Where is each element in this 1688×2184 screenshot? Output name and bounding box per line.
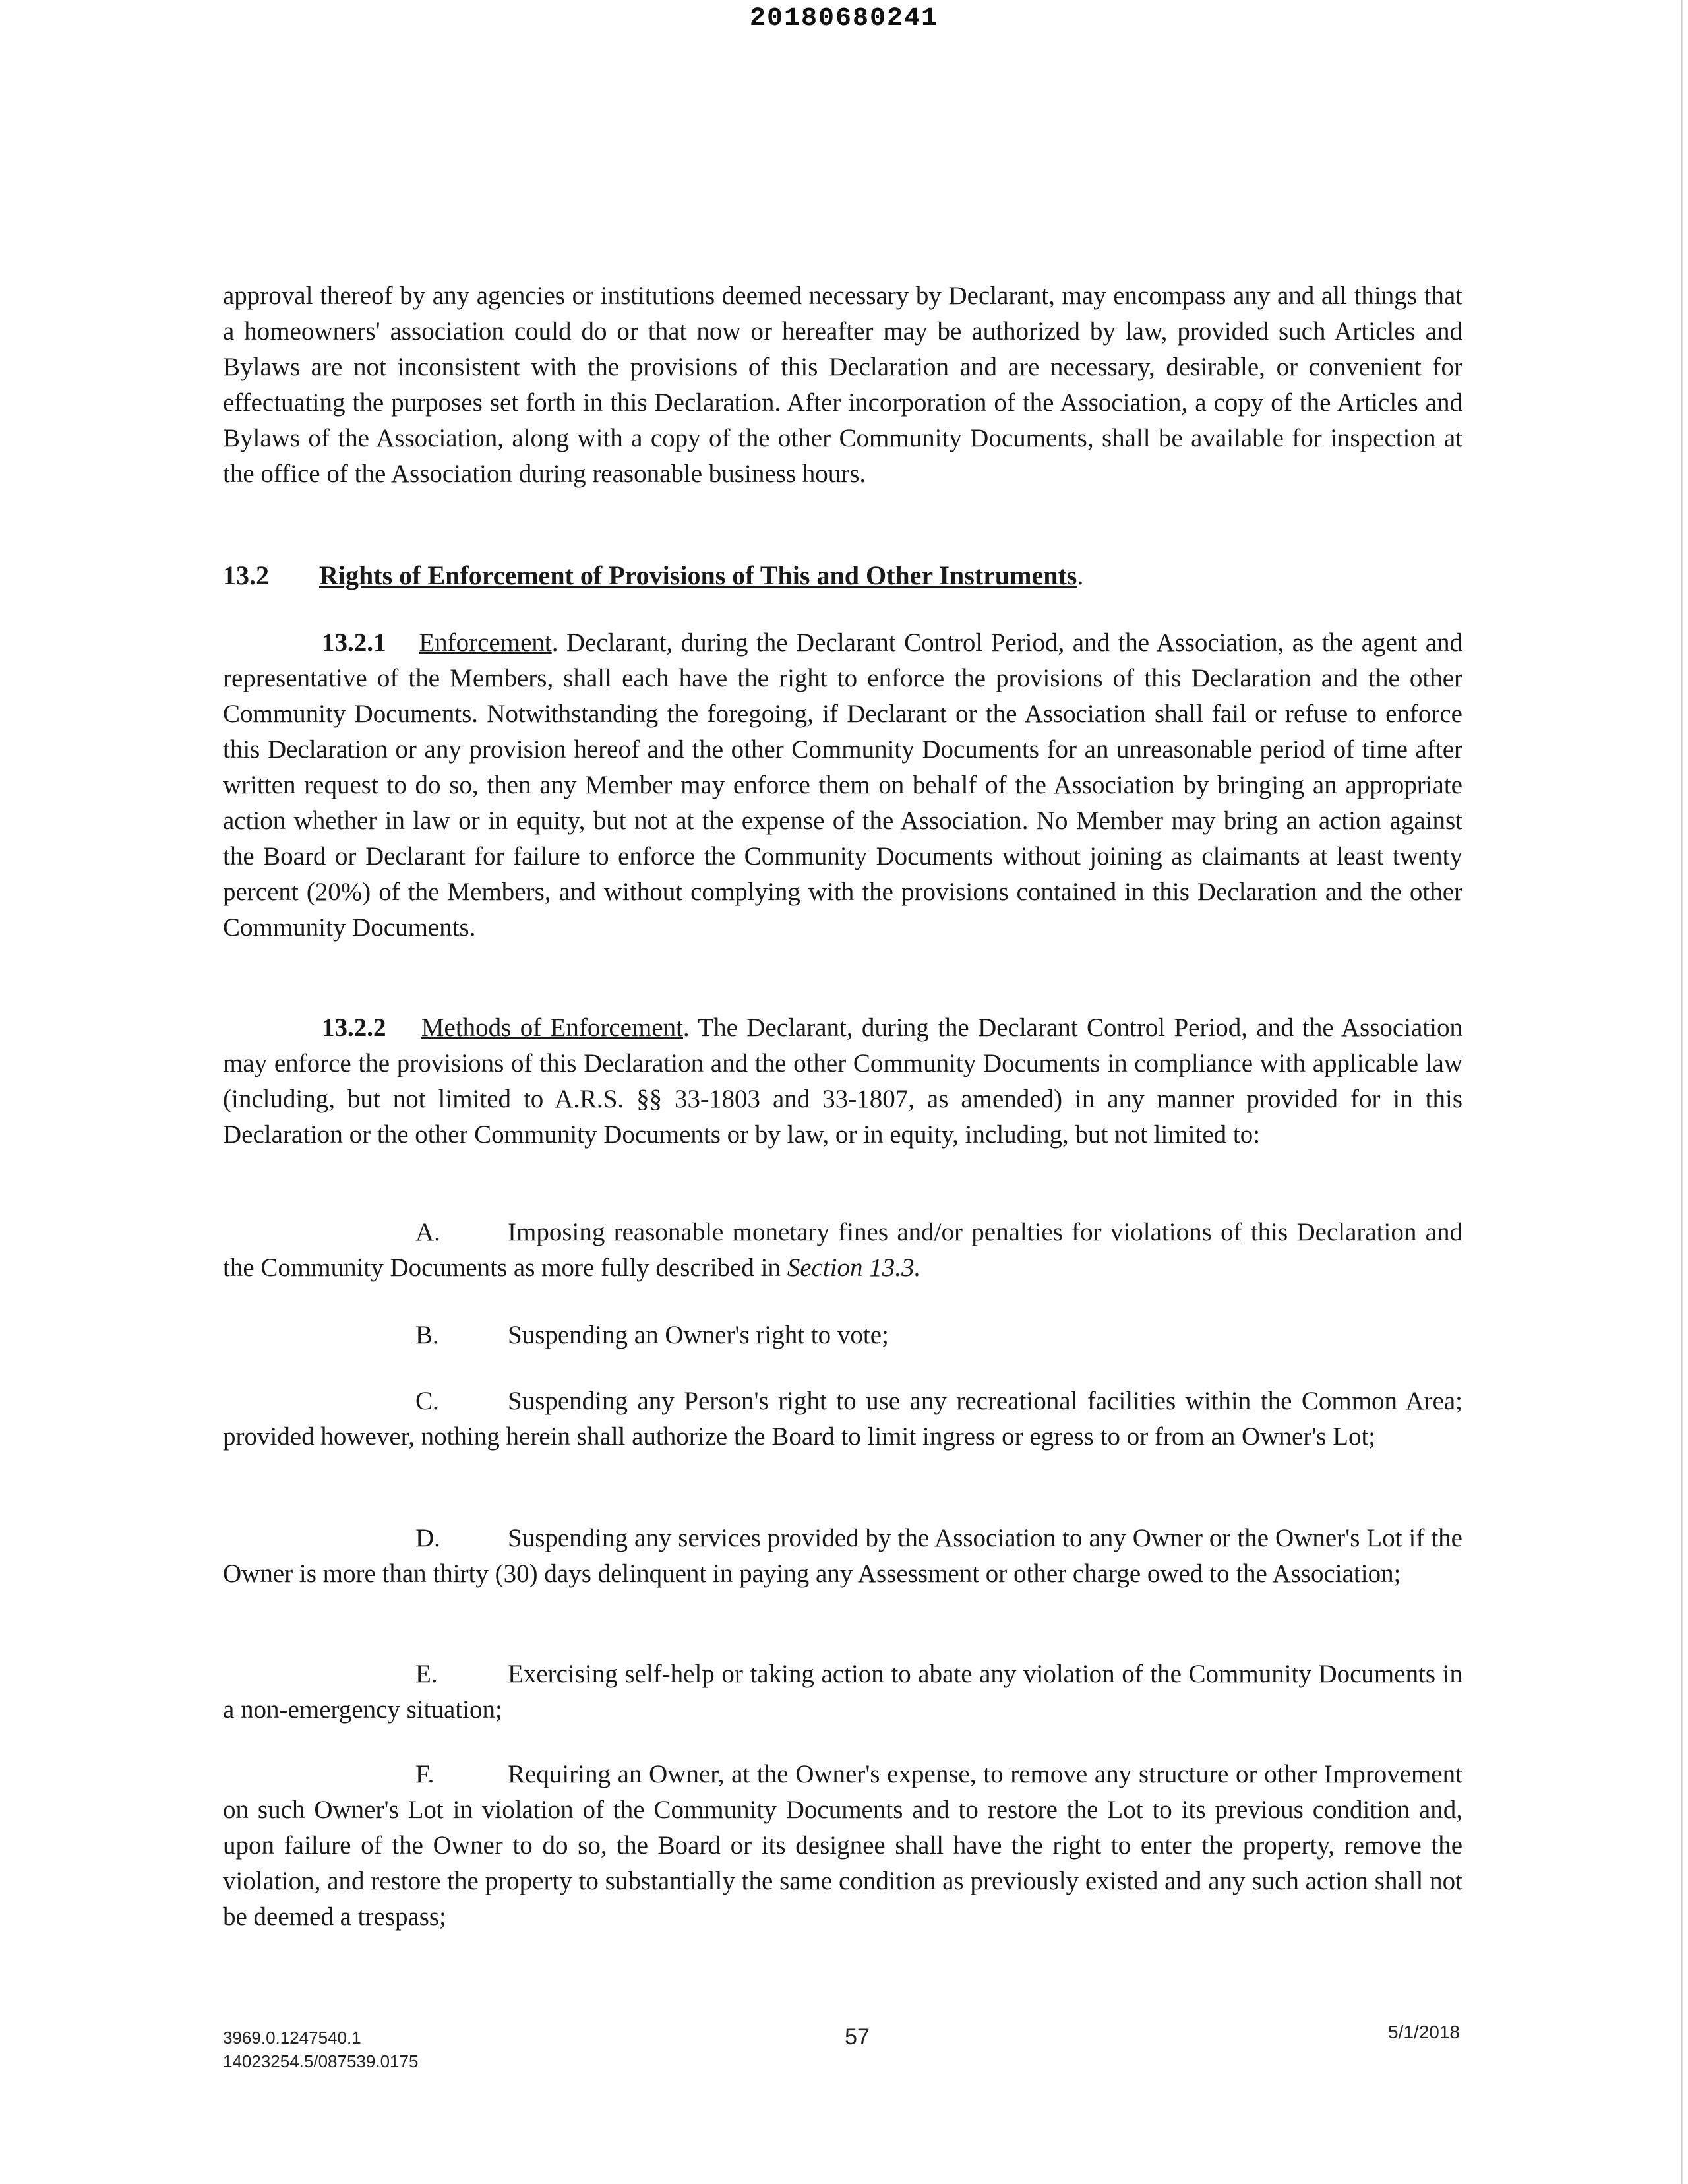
list-item-body: Exercising self-help or taking action to abate any violation of the Community Documents in a non-emergency situation; — [223, 1660, 1462, 1724]
list-item-label: B. — [415, 1321, 439, 1349]
list-item-body: Imposing reasonable monetary fines and/or penalties for violations of this Declaration and the Community Documents as more fully described in — [223, 1218, 1462, 1282]
list-item-a — [223, 1215, 1462, 1286]
list-item-label: E. — [415, 1660, 438, 1688]
list-item-body: Requiring an Owner, at the Owner's expense, to remove any structure or other Improvement on such Owner's Lot in violation of the Community Documents and to restore the Lot to its previous condition and, upon failure of the Owner to do so, the Board or its designee shall have the right to enter the property, remove the violation, and restore the property to substantially the same condition as previously existed and any such action shall not be deemed a trespass; — [223, 1760, 1462, 1931]
footer-date: 5/1/2018 — [1388, 2022, 1460, 2042]
section-reference: Section 13.3 — [787, 1254, 915, 1282]
list-item-label: F. — [415, 1760, 435, 1788]
subsection-title: Methods of Enforcement — [421, 1014, 683, 1042]
recording-number: 20180680241 — [749, 4, 939, 34]
section-13-2-1-paragraph — [223, 625, 1462, 946]
list-item-text — [223, 1318, 1462, 1353]
list-item-label: A. — [415, 1218, 440, 1246]
footer-doc-ids — [223, 2026, 418, 2073]
list-item-d — [223, 1521, 1462, 1592]
footer-doc-id: 14023254.5/087539.0175 — [223, 2051, 419, 2071]
section-13-2-2 — [223, 1010, 1462, 1153]
list-item-f — [223, 1757, 1462, 1935]
list-item-text — [223, 1656, 1462, 1728]
list-item-text — [223, 1521, 1462, 1592]
subsection-body: . Declarant, during the Declarant Control Period, and the Association, as the agent and representative of the Members, shall each have the right to enforce the provisions of this Declaration and the other Community Documents. Notwithstanding the foregoing, if Declarant or the Association shall fail or refuse to enforce this Declaration or any provision hereof and the other Community Documents for an unreasonable period of time after written request to do so, then any Member may enforce them on behalf of the Association by bringing an appropriate action whether in law or in equity, but not at the expense of the Association. No Member may bring an action against the Board or Declarant for failure to enforce the Community Documents without joining as claimants at least twenty percent (20%) of the Members, and without complying with the provisions contained in this Declaration and the other Community Documents. — [223, 628, 1463, 942]
subsection-title: Enforcement — [419, 628, 552, 657]
intro-paragraph-text: approval thereof by any agencies or institutions deemed necessary by Declarant, may encompass any and all things that a homeowners' association could do or that now or hereafter may be authorized by law, provided such Articles and Bylaws are not inconsistent with the provisions of this Declaration and are necessary, desirable, or convenient for effectuating the purposes set forth in this Declaration. After incorporation of the Association, a copy of the Articles and Bylaws of the Association, along with a copy of the other Community Documents, shall be available for inspection at the office of the Association during reasonable business hours. — [223, 282, 1462, 488]
list-item-body: Suspending any services provided by the Association to any Owner or the Owner's Lot if the Owner is more than thirty (30) days delinquent in paying any Assessment or other charge owed to the Association; — [223, 1524, 1462, 1588]
list-item-text — [223, 1383, 1462, 1455]
list-item-b — [223, 1318, 1462, 1353]
list-item-label: D. — [415, 1524, 440, 1552]
footer-doc-id: 3969.0.1247540.1 — [223, 2028, 361, 2048]
section-number: 13.2 — [223, 561, 269, 590]
subsection-number: 13.2.2 — [322, 1014, 386, 1042]
subsection-body: . The Declarant, during the Declarant Control Period, and the Association may enforce the provisions of this Declaration and the other Community Documents in compliance with applicable law (including, but not limited to A.R.S. §§ 33-1803 and 33-1807, as amended) in any manner provided for in this Declaration or the other Community Documents or by law, or in equity, including, but not limited to: — [223, 1014, 1463, 1149]
list-item-body: Suspending any Person's right to use any recreational facilities within the Common Area; provided however, nothing herein shall authorize the Board to limit ingress or egress to or from an Owner's Lot; — [223, 1387, 1462, 1451]
list-item-text — [223, 1757, 1462, 1935]
list-item-c — [223, 1383, 1462, 1455]
list-item-body: Suspending an Owner's right to vote; — [508, 1321, 889, 1349]
section-13-2-heading — [223, 558, 1083, 593]
page-number: 57 — [845, 2024, 870, 2049]
list-item-end: . — [914, 1254, 921, 1282]
subsection-number: 13.2.1 — [322, 628, 386, 657]
section-title: Rights of Enforcement of Provisions of This and Other Instruments — [319, 561, 1077, 590]
section-title-period: . — [1077, 561, 1084, 590]
section-13-2-2-paragraph — [223, 1010, 1462, 1153]
list-item-label: C. — [415, 1387, 439, 1415]
intro-paragraph — [223, 278, 1462, 492]
list-item-e — [223, 1656, 1462, 1728]
list-item-text — [223, 1215, 1462, 1286]
section-13-2-1 — [223, 625, 1462, 946]
page-scan-edge — [1681, 0, 1683, 2184]
